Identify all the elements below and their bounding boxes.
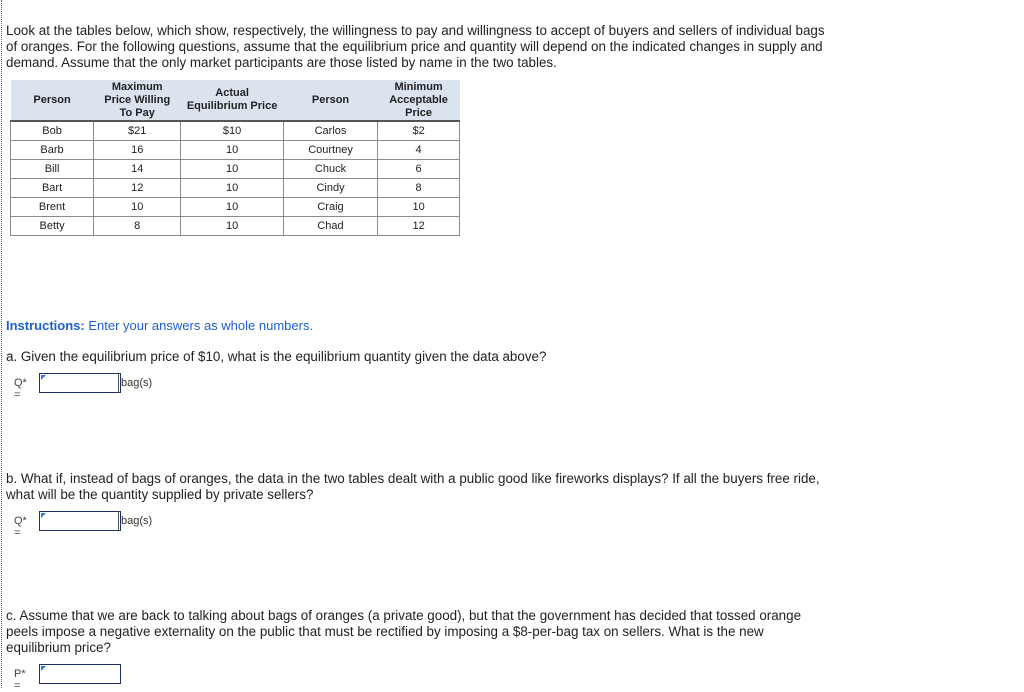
- header-buyer-person: Person: [11, 80, 94, 121]
- buyer-name: Bob: [11, 121, 94, 141]
- table-row: [11, 160, 460, 179]
- equilibrium-price-value: 10: [181, 179, 284, 198]
- header-equilibrium-price: Actual Equilibrium Price: [181, 80, 284, 121]
- table-row: [11, 217, 460, 236]
- question-a-text: a. Given the equilibrium price of $10, what is the equilibrium quantity given the data above?: [6, 349, 547, 364]
- table-row: [11, 179, 460, 198]
- market-table: [10, 80, 460, 236]
- equilibrium-price-value: 10: [181, 141, 284, 160]
- buyer-name: Bill: [11, 160, 94, 179]
- max-price-value: 8: [94, 217, 181, 236]
- min-price-value: 4: [378, 141, 460, 160]
- table-row: [11, 121, 460, 141]
- min-price-value: 6: [378, 160, 460, 179]
- buyer-name: Brent: [11, 198, 94, 217]
- answer-c-input[interactable]: [39, 664, 121, 684]
- answer-b-input[interactable]: [39, 511, 121, 531]
- equilibrium-price-value: 10: [181, 160, 284, 179]
- answer-c-variable: P* =: [14, 668, 26, 692]
- seller-name: Chad: [283, 217, 377, 236]
- equilibrium-price-value: $10: [181, 121, 284, 141]
- intro-paragraph: Look at the tables below, which show, respectively, the willingness to pay and willingness to accept of buyers and sellers of individual bags of oranges. For the following questions, assume that the equilibrium price and quantity will depend on the indicated changes in supply and demand. Assume that the only market participants are those listed by name in the two tables.: [6, 23, 825, 70]
- buyer-name: Bart: [11, 179, 94, 198]
- header-max-price: Maximum Price Willing To Pay: [94, 80, 181, 121]
- answer-a-unit: bag(s): [118, 373, 152, 393]
- answer-a-variable: Q* =: [14, 377, 27, 401]
- max-price-value: 10: [94, 198, 181, 217]
- max-price-value: 16: [94, 141, 181, 160]
- min-price-value: 12: [378, 217, 460, 236]
- max-price-value: 14: [94, 160, 181, 179]
- min-price-value: 8: [378, 179, 460, 198]
- input-flag-icon: [41, 666, 46, 671]
- equilibrium-price-value: 10: [181, 217, 284, 236]
- seller-name: Cindy: [283, 179, 377, 198]
- input-flag-icon: [41, 375, 46, 380]
- question-c-text: c. Assume that we are back to talking about bags of oranges (a private good), but that the government has decided that tossed orange peels impose a negative externality on the public that must be rectified by imposing a $8-per-bag tax on sellers. What is the new equilibrium price?: [6, 608, 802, 655]
- max-price-value: $21: [94, 121, 181, 141]
- seller-name: Courtney: [283, 141, 377, 160]
- table-row: [11, 198, 460, 217]
- header-seller-person: Person: [283, 80, 377, 121]
- seller-name: Chuck: [283, 160, 377, 179]
- answer-a-input[interactable]: [39, 373, 121, 393]
- question-b-text: b. What if, instead of bags of oranges, the data in the two tables dealt with a public good like fireworks displays? If all the buyers free ride, what will be the quantity supplied by private sellers?: [6, 471, 820, 502]
- seller-name: Craig: [283, 198, 377, 217]
- table-header-row: [11, 80, 460, 121]
- max-price-value: 12: [94, 179, 181, 198]
- min-price-value: $2: [378, 121, 460, 141]
- min-price-value: 10: [378, 198, 460, 217]
- left-margin-rule: [1, 0, 2, 688]
- table-row: [11, 141, 460, 160]
- header-min-price: Minimum Acceptable Price: [378, 80, 460, 121]
- instructions-label: Instructions:: [6, 318, 85, 333]
- equilibrium-price-value: 10: [181, 198, 284, 217]
- instructions: [6, 318, 313, 333]
- input-flag-icon: [41, 513, 46, 518]
- buyer-name: Barb: [11, 141, 94, 160]
- buyer-name: Betty: [11, 217, 94, 236]
- answer-b-variable: Q* =: [14, 515, 27, 539]
- seller-name: Carlos: [283, 121, 377, 141]
- instructions-text: Enter your answers as whole numbers.: [84, 318, 314, 333]
- answer-b-unit: bag(s): [118, 511, 152, 531]
